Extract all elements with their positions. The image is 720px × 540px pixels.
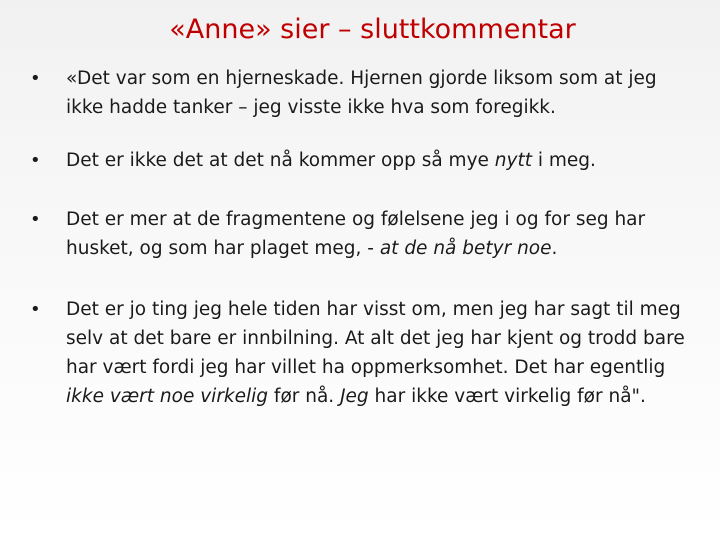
text-segment: . xyxy=(551,238,558,259)
text-segment: i meg. xyxy=(531,150,596,171)
text-segment-italic: nytt xyxy=(494,150,532,171)
text-segment: Det er jo ting jeg hele tiden har visst om, men jeg har sagt til meg selv at det bare er innbilning. At alt det jeg har kjent og trodd bare har vært fordi jeg har villet ha oppmerksomhet. Det har egentlig xyxy=(66,299,685,378)
text-segment-italic: at de nå betyr noe xyxy=(379,238,552,259)
text-segment: «Det var som en hjerneskade. Hjernen gjorde liksom som at jeg ikke hadde tanker – jeg visste ikke hva som foregikk. xyxy=(66,68,657,118)
bullet-list xyxy=(30,64,690,441)
bullet-marker: • xyxy=(30,150,41,171)
text-segment: har ikke vært virkelig før nå". xyxy=(368,386,646,407)
bullet-text xyxy=(66,150,596,171)
text-segment: Det er ikke det at det nå kommer opp så mye xyxy=(66,150,495,171)
slide-title: «Anne» sier – sluttkommentar xyxy=(169,14,576,45)
bullet-marker: • xyxy=(30,68,41,89)
text-segment: Det er mer at de fragmentene og følelsene jeg i og for seg har husket, og som har plaget meg, - xyxy=(66,209,646,259)
bullet-item xyxy=(30,146,690,175)
bullet-text xyxy=(66,68,657,118)
text-segment: før nå. xyxy=(268,386,341,407)
bullet-item xyxy=(30,64,690,122)
bullet-marker: • xyxy=(30,209,41,230)
bullet-item xyxy=(30,295,690,411)
bullet-item xyxy=(30,205,690,263)
text-segment-italic: Jeg xyxy=(340,386,369,407)
bullet-text xyxy=(66,299,685,407)
bullet-text xyxy=(66,209,645,259)
bullet-marker: • xyxy=(30,299,41,320)
text-segment-italic: ikke vært noe virkelig xyxy=(66,386,269,407)
